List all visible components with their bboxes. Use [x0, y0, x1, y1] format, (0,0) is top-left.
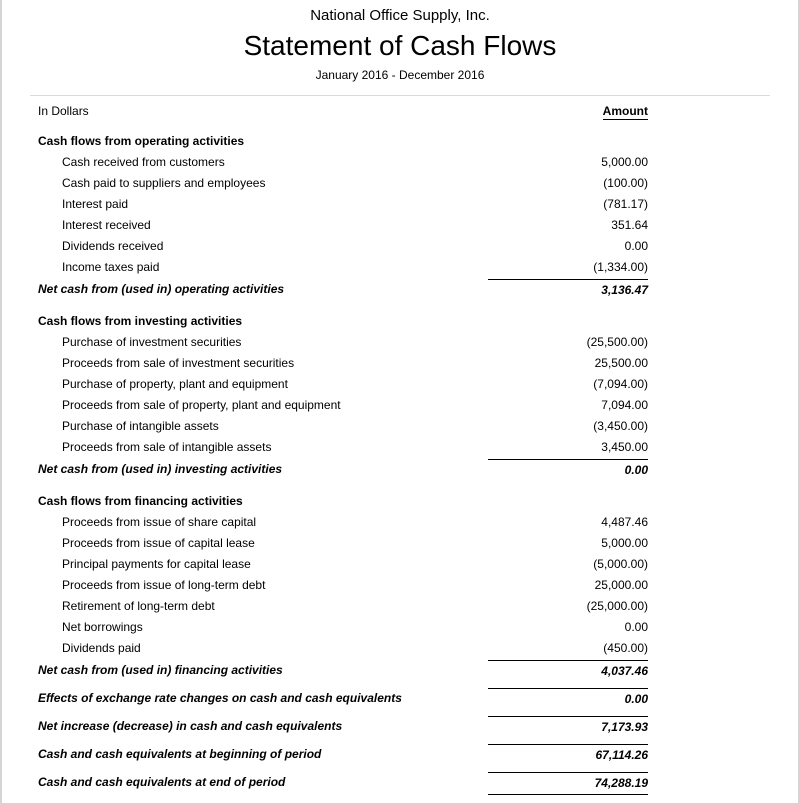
line-item-row	[30, 353, 770, 374]
section-heading-amount	[488, 311, 648, 332]
line-item-label: Proceeds from issue of long-term debt	[62, 578, 266, 592]
summary-row	[30, 744, 770, 766]
line-item-row	[30, 575, 770, 596]
line-item-row	[30, 554, 770, 575]
line-item-amount: (25,500.00)	[586, 335, 648, 349]
line-item-row	[30, 437, 770, 458]
summary-label: Effects of exchange rate changes on cash and cash equivalents	[38, 691, 402, 705]
line-item-amount: (7,094.00)	[593, 377, 648, 391]
line-item-row	[30, 194, 770, 215]
line-item-amount: 5,000.00	[601, 536, 648, 550]
line-item-amount: (781.17)	[603, 197, 648, 211]
line-item-row	[30, 395, 770, 416]
line-item-row	[30, 215, 770, 236]
column-header-amount	[488, 104, 648, 118]
line-item-amount: 3,450.00	[601, 440, 648, 454]
line-item-label: Cash paid to suppliers and employees	[62, 176, 266, 190]
summary-row	[30, 772, 770, 795]
line-item-label: Principal payments for capital lease	[62, 557, 251, 571]
section-total-row	[30, 279, 770, 301]
company-name: National Office Supply, Inc.	[310, 7, 490, 24]
amount-header-label: Amount	[602, 104, 648, 118]
summary-amount: 7,173.93	[488, 716, 648, 738]
line-item-row	[30, 257, 770, 278]
summary-amount: 74,288.19	[488, 772, 648, 795]
line-item-amount: 0.00	[624, 620, 648, 634]
summary-label: Cash and cash equivalents at beginning of period	[38, 747, 322, 761]
line-item-amount: 25,500.00	[594, 356, 648, 370]
report-title: Statement of Cash Flows	[243, 30, 557, 61]
line-item-label: Purchase of property, plant and equipment	[62, 377, 288, 391]
line-item-label: Dividends paid	[62, 641, 141, 655]
line-item-row	[30, 374, 770, 395]
line-item-row	[30, 236, 770, 257]
summary-amount: 67,114.26	[488, 744, 648, 766]
line-item-label: Retirement of long-term debt	[62, 599, 215, 613]
line-item-amount: (25,000.00)	[586, 599, 648, 613]
table-header-row	[30, 96, 770, 121]
summary-label: Net increase (decrease) in cash and cash equivalents	[38, 719, 343, 733]
line-item-amount: (450.00)	[603, 641, 648, 655]
line-item-amount: (5,000.00)	[593, 557, 648, 571]
line-item-label: Income taxes paid	[62, 260, 160, 274]
line-item-row	[30, 512, 770, 533]
summary-label: Cash and cash equivalents at end of period	[38, 775, 286, 789]
line-item-label: Proceeds from issue of capital lease	[62, 536, 255, 550]
section-total-amount: 3,136.47	[488, 279, 648, 301]
section-heading-row	[30, 131, 770, 152]
line-item-label: Purchase of intangible assets	[62, 419, 219, 433]
line-item-amount: (100.00)	[603, 176, 648, 190]
section-total-label: Net cash from (used in) financing activities	[38, 663, 283, 677]
line-item-amount: 25,000.00	[594, 578, 648, 592]
line-item-label: Net borrowings	[62, 620, 143, 634]
line-item-amount: (1,334.00)	[593, 260, 648, 274]
line-item-label: Proceeds from sale of property, plant and equipment	[62, 398, 341, 412]
line-item-row	[30, 152, 770, 173]
section-heading-label: Cash flows from investing activities	[38, 314, 243, 328]
line-item-amount: 0.00	[624, 239, 648, 253]
line-item-label: Cash received from customers	[62, 155, 225, 169]
line-item-label: Interest received	[62, 218, 151, 232]
line-item-label: Proceeds from sale of intangible assets	[62, 440, 272, 454]
line-item-amount: 351.64	[611, 218, 648, 232]
line-item-row	[30, 416, 770, 437]
summary-amount: 0.00	[488, 688, 648, 710]
column-header-in-dollars: In Dollars	[38, 104, 89, 118]
line-item-row	[30, 617, 770, 638]
section-total-row	[30, 660, 770, 682]
line-item-row	[30, 596, 770, 617]
section-heading-row	[30, 311, 770, 332]
section-heading-amount	[488, 131, 648, 152]
line-item-label: Proceeds from sale of investment securities	[62, 356, 295, 370]
section-total-label: Net cash from (used in) operating activities	[38, 282, 285, 296]
section-heading-amount	[488, 491, 648, 512]
statement-body	[30, 131, 770, 795]
line-item-row	[30, 638, 770, 659]
line-item-row	[30, 533, 770, 554]
line-item-amount: 4,487.46	[601, 515, 648, 529]
line-item-amount: 7,094.00	[601, 398, 648, 412]
section-heading-label: Cash flows from operating activities	[38, 134, 245, 148]
section-total-label: Net cash from (used in) investing activities	[38, 462, 283, 476]
line-item-row	[30, 332, 770, 353]
line-item-label: Purchase of investment securities	[62, 335, 242, 349]
line-item-amount: 5,000.00	[601, 155, 648, 169]
summary-row	[30, 688, 770, 710]
section-heading-row	[30, 491, 770, 512]
line-item-label: Dividends received	[62, 239, 164, 253]
report-period: January 2016 - December 2016	[315, 68, 485, 82]
line-item-amount: (3,450.00)	[593, 419, 648, 433]
section-total-row	[30, 459, 770, 481]
section-heading-label: Cash flows from financing activities	[38, 494, 243, 508]
section-total-amount: 0.00	[488, 459, 648, 481]
line-item-label: Interest paid	[62, 197, 129, 211]
summary-row	[30, 716, 770, 738]
line-item-row	[30, 173, 770, 194]
line-item-label: Proceeds from issue of share capital	[62, 515, 257, 529]
section-total-amount: 4,037.46	[488, 660, 648, 682]
